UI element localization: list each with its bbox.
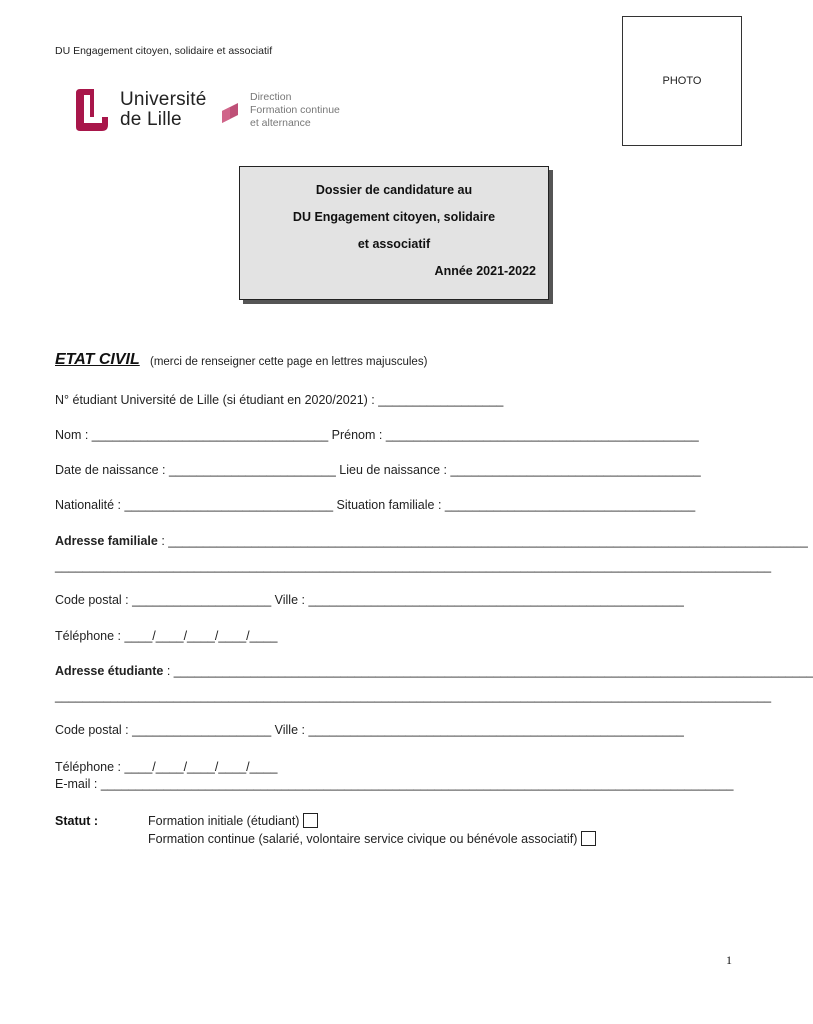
field-adresse-familiale[interactable]: [55, 534, 808, 552]
formation-continue-checkbox[interactable]: [581, 831, 596, 846]
direction-logo-icon: [220, 101, 240, 123]
statut-option1-label: Formation initiale (étudiant): [148, 814, 300, 828]
title-year: Année 2021-2022: [434, 264, 536, 278]
title-line-2: DU Engagement citoyen, solidaire: [292, 210, 496, 224]
logo-direction-line3: et alternance: [250, 117, 311, 129]
adresse-etudiante-blank: : ____________________________________________________________________________________________: [163, 664, 813, 678]
field-adresse-familiale-cont[interactable]: _______________________________________________________________________________________________________: [55, 559, 772, 573]
lille-logo-icon: [74, 87, 114, 133]
field-email[interactable]: E-mail : ___________________________________________________________________________________________: [55, 777, 734, 791]
statut-option2-label: Formation continue (salarié, volontaire service civique ou bénévole associatif): [148, 832, 578, 846]
field-telephone-2[interactable]: Téléphone : ____/____/____/____/____: [55, 760, 278, 774]
statut-option-formation-initiale[interactable]: [148, 813, 318, 828]
statut-option-formation-continue[interactable]: [148, 831, 596, 846]
field-nom-prenom[interactable]: Nom : __________________________________ Prénom : _____________________________________________: [55, 428, 699, 442]
field-naissance[interactable]: Date de naissance : ________________________ Lieu de naissance : ____________________________________: [55, 463, 701, 477]
field-telephone-1[interactable]: Téléphone : ____/____/____/____/____: [55, 629, 278, 643]
logo-direction-text: [250, 91, 340, 130]
logo-text-universite: Université: [120, 89, 207, 110]
title-box: [239, 166, 549, 300]
adresse-etudiante-label: Adresse étudiante: [55, 664, 164, 678]
field-numero-etudiant[interactable]: N° étudiant Université de Lille (si étudiant en 2020/2021) : __________________: [55, 393, 504, 407]
page-number: 1: [726, 953, 732, 967]
field-code-postal-2[interactable]: Code postal : ____________________ Ville : ______________________________________________________: [55, 723, 684, 737]
adresse-familiale-label: Adresse familiale: [55, 534, 158, 548]
title-line-1: Dossier de candidature au: [315, 183, 473, 197]
title-line-3: et associatif: [357, 237, 431, 251]
field-nationalite[interactable]: Nationalité : ______________________________ Situation familiale : ____________________________________: [55, 498, 696, 512]
header-label: DU Engagement citoyen, solidaire et associatif: [55, 45, 273, 57]
formation-initiale-checkbox[interactable]: [303, 813, 318, 828]
field-adresse-etudiante-cont[interactable]: _______________________________________________________________________________________________________: [55, 689, 772, 703]
adresse-familiale-blank: : ____________________________________________________________________________________________: [157, 534, 808, 548]
logo-text-de-lille: de Lille: [120, 109, 182, 130]
photo-label: PHOTO: [662, 75, 702, 87]
university-logo: [74, 87, 364, 137]
logo-direction-line1: Direction: [250, 91, 292, 103]
logo-direction-line2: Formation continue: [250, 104, 340, 116]
etat-civil-note: (merci de renseigner cette page en lettres majuscules): [150, 356, 428, 368]
field-adresse-etudiante[interactable]: [55, 664, 813, 682]
etat-civil-heading: ETAT CIVIL: [55, 351, 140, 368]
photo-box: [622, 16, 742, 146]
statut-label: Statut :: [55, 814, 99, 828]
field-code-postal-1[interactable]: Code postal : ____________________ Ville : ______________________________________________________: [55, 593, 684, 607]
